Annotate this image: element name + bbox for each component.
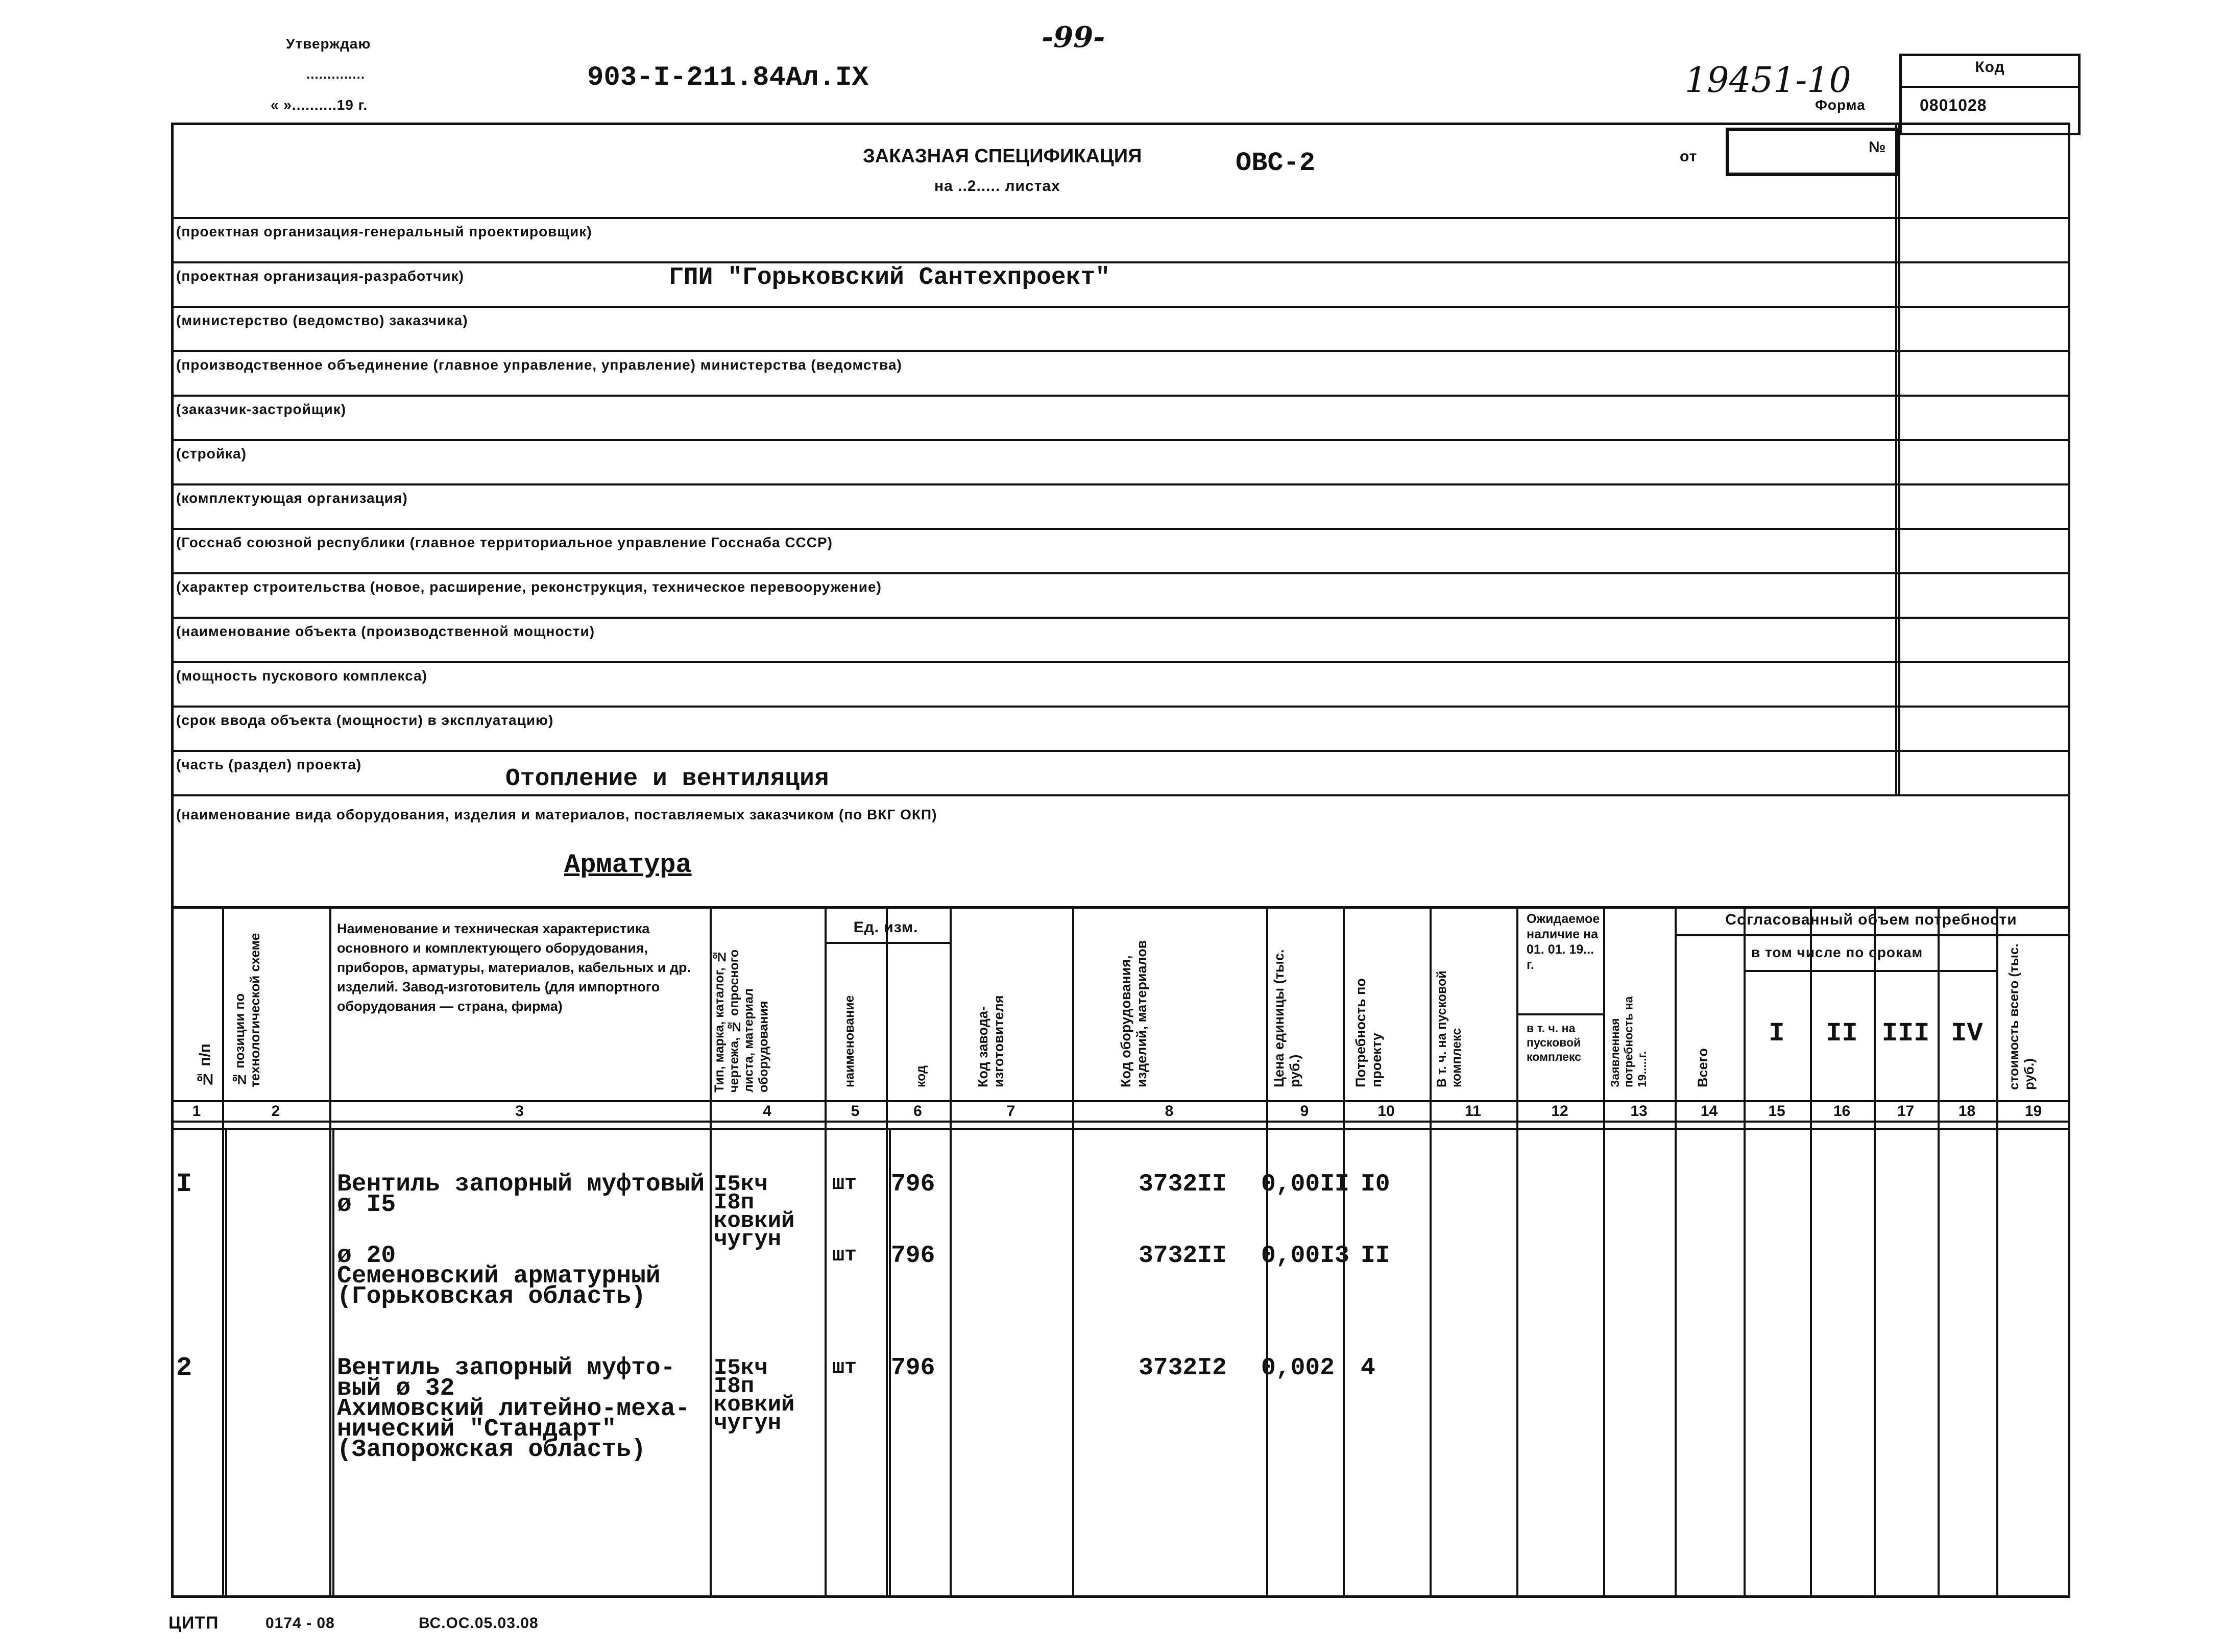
item-type-line: I5кч <box>714 1172 768 1197</box>
field-label: (министерство (ведомство) заказчика) <box>176 312 468 328</box>
col-header-unit: Ед. изм. <box>853 919 918 936</box>
unit-name: шт <box>832 1173 857 1196</box>
form-label: Форма <box>1815 97 1866 113</box>
field-label: (характер строительства (новое, расширение, реконструкция, техническое перевооружение) <box>176 579 882 595</box>
footer-order: 0174 - 08 <box>265 1615 335 1632</box>
column-number: 11 <box>1465 1103 1481 1120</box>
form-value: 0801028 <box>1920 96 1987 114</box>
code-label: Код <box>1975 59 2005 76</box>
col-header-5: наименование <box>842 995 857 1087</box>
col-header-4: Тип, марка, каталог, № чертежа, № опросного листа, материал оборудования <box>712 949 771 1092</box>
col-header-10: Потребность по проекту <box>1353 978 1385 1087</box>
col-header-12b: в т. ч. на пусковой комплекс <box>1527 1022 1581 1063</box>
table-column-line <box>1603 908 1605 1595</box>
table-row-line <box>171 1128 2070 1130</box>
item-name-line: (Запорожская область) <box>337 1436 646 1464</box>
sheets-count: на ..2..... листах <box>934 178 1060 195</box>
unit-code: 796 <box>891 1354 935 1382</box>
field-label: (проектная организация-генеральный проектировщик) <box>176 224 592 239</box>
table-column-line <box>1516 908 1518 1595</box>
spec-code: ОВС-2 <box>1236 148 1316 178</box>
item-type-line: I8п <box>714 1374 755 1399</box>
equipment-code: 3732I2 <box>1139 1354 1227 1382</box>
need-quantity: 4 <box>1361 1354 1375 1382</box>
field-label: (часть (раздел) проекта) <box>176 757 362 772</box>
table-row-line <box>1516 1013 1603 1015</box>
field-label: (проектная организация-разработчик) <box>176 268 464 284</box>
table-row-line <box>171 1100 2070 1102</box>
item-name-line: Семеновский арматурный <box>337 1262 661 1290</box>
column-number: 18 <box>1958 1103 1976 1120</box>
field-row-line <box>171 706 2070 708</box>
field-row-line <box>171 217 2070 219</box>
unit-name: шт <box>832 1244 857 1267</box>
item-name-line: Вентиль запорный муфто- <box>337 1354 675 1382</box>
code-column-divider <box>1895 123 1897 796</box>
table-column-line <box>225 1128 227 1595</box>
field-value: ГПИ "Горьковский Сантехпроект" <box>669 264 1110 291</box>
item-name-line: нический "Стандарт" <box>337 1416 617 1443</box>
footer-org: ЦИТП <box>168 1613 219 1633</box>
field-row-line <box>171 306 2070 308</box>
column-number: 15 <box>1768 1103 1785 1120</box>
need-quantity: I0 <box>1361 1171 1390 1198</box>
table-column-line <box>1430 908 1432 1595</box>
approve-date: « »..........19 г. <box>271 97 368 113</box>
table-column-line <box>886 908 888 1595</box>
unit-price: 0,002 <box>1261 1354 1335 1382</box>
unit-code: 796 <box>891 1242 935 1270</box>
field-label: (заказчик-застройщик) <box>176 401 347 417</box>
field-label: (срок ввода объекта (мощности) в эксплуатацию) <box>176 712 554 728</box>
col-header-8: Код оборудования, изделий, материалов <box>1118 940 1150 1087</box>
col-header-agreed: Согласованный объем потребности <box>1725 911 2017 928</box>
col-header-12a: Ожидаемое наличие на 01. 01. 19... г. <box>1527 912 1600 972</box>
item-type-line: I5кч <box>714 1355 768 1381</box>
equipment-type-label: (наименование вида оборудования, изделия и материалов, поставляемых заказчиком (по ВКГ ОКП) <box>176 807 937 822</box>
col-header-6: код <box>914 1065 928 1087</box>
column-number: 2 <box>271 1103 280 1120</box>
col-header-q1: I <box>1769 1018 1785 1049</box>
col-header-terms: в том числе по срокам <box>1751 944 1923 960</box>
equipment-type-value: Арматура <box>564 850 692 880</box>
field-label: (производственное объединение (главное управление, управление) министерства (ведомства) <box>176 357 902 373</box>
table-column-line <box>710 908 712 1595</box>
unit-code: 796 <box>891 1171 935 1198</box>
col-header-9: Цена единицы (тыс. руб.) <box>1271 949 1303 1087</box>
table-column-line <box>1810 908 1812 1595</box>
approve-label: Утверждаю <box>286 36 371 52</box>
table-column-line <box>950 908 952 1595</box>
field-row-line <box>171 483 2070 485</box>
field-label: (комплектующая организация) <box>176 490 408 506</box>
table-row-line <box>171 1121 2070 1123</box>
field-row-line <box>171 750 2070 752</box>
field-row-line <box>171 528 2070 530</box>
table-column-line <box>222 908 224 1595</box>
field-row-line <box>171 439 2070 441</box>
unit-name: шт <box>832 1356 857 1379</box>
column-number: 16 <box>1833 1103 1851 1120</box>
item-name-line: Ахимовский литейно-меха- <box>337 1395 690 1423</box>
col-header-13: Заявленная потребность на 19.....г. <box>1608 996 1649 1087</box>
doc-code: 903-I-211.84Ал.IX <box>587 62 868 93</box>
field-label: (мощность пускового комплекса) <box>176 668 427 684</box>
table-column-line <box>1744 908 1746 1595</box>
item-name-line: вый ø 32 <box>337 1375 455 1402</box>
row-number: 2 <box>176 1353 192 1383</box>
column-number: 12 <box>1551 1103 1568 1120</box>
field-value: Отопление и вентиляция <box>505 765 829 793</box>
table-column-line <box>1675 908 1677 1595</box>
column-number: 7 <box>1006 1103 1015 1120</box>
column-number: 1 <box>192 1103 201 1120</box>
item-name-line: ø 20 <box>337 1242 396 1270</box>
table-row-line <box>825 942 950 944</box>
item-type-line: чугун <box>714 1411 782 1436</box>
col-header-q4: IV <box>1951 1018 1983 1049</box>
footer-code: ВС.ОС.05.03.08 <box>419 1615 539 1632</box>
table-column-line <box>332 1128 334 1595</box>
item-name-line: ø I5 <box>337 1191 396 1219</box>
col-header-3: Наименование и техническая характеристика основного и комплектующего оборудования, приборов, арматуры, материалов, кабельных и др. изделий. Завод-изготовитель (для импортного оборудования — страна, фирма) <box>337 921 691 1014</box>
table-row-line <box>1675 934 2070 936</box>
table-column-line <box>1938 908 1940 1595</box>
field-row-line <box>171 261 2070 263</box>
field-label: (стройка) <box>176 446 247 461</box>
col-header-2: № позиции по технологической схеме <box>232 933 262 1087</box>
item-type-line: I8п <box>714 1190 755 1216</box>
item-type-line: ковкий <box>714 1392 795 1418</box>
unit-price: 0,00I3 <box>1261 1242 1349 1270</box>
need-quantity: II <box>1361 1242 1390 1270</box>
item-type-line: чугун <box>714 1227 782 1252</box>
column-number: 10 <box>1377 1103 1395 1120</box>
column-number: 14 <box>1700 1103 1718 1120</box>
col-header-14: Всего <box>1695 1048 1710 1087</box>
column-number: 3 <box>515 1103 524 1120</box>
handwritten-code: 19451-10 <box>1685 60 1851 101</box>
table-top-line <box>171 906 2070 909</box>
col-header-q3: III <box>1881 1018 1930 1049</box>
field-row-line <box>171 395 2070 397</box>
field-row-line <box>171 350 2070 352</box>
field-row-line <box>171 572 2070 574</box>
table-column-line <box>1874 908 1876 1595</box>
item-name-line: Вентиль запорный муфтовый <box>337 1171 705 1198</box>
field-row-line <box>171 617 2070 619</box>
col-header-7: Код завода-изготовителя <box>975 995 1007 1087</box>
table-column-line <box>825 908 827 1595</box>
field-row-line <box>171 661 2070 663</box>
table-column-line <box>329 908 331 1595</box>
table-column-line <box>1072 908 1074 1595</box>
approve-dots: .............. <box>306 66 366 82</box>
table-row-line <box>1744 970 1996 972</box>
number-label: № <box>1869 139 1887 156</box>
field-label: (наименование объекта (производственной мощности) <box>176 623 595 639</box>
col-header-19: стоимость всего (тыс. руб.) <box>2006 943 2037 1090</box>
spec-title: ЗАКАЗНАЯ СПЕЦИФИКАЦИЯ <box>863 145 1142 167</box>
column-number: 8 <box>1165 1103 1174 1120</box>
column-number: 19 <box>2024 1103 2042 1120</box>
col-header-1: № п/п <box>197 1043 213 1087</box>
column-number: 6 <box>913 1103 922 1120</box>
col-header-11: В т. ч. на пусковой комплекс <box>1435 970 1464 1087</box>
column-number: 4 <box>763 1103 771 1120</box>
item-type-line: ковкий <box>714 1208 795 1234</box>
item-name-line: (Горьковская область) <box>337 1283 646 1310</box>
page-number: -99- <box>1042 20 1105 54</box>
column-number: 9 <box>1300 1103 1309 1120</box>
field-label: (Госснаб союзной республики (главное территориальное управление Госснаба СССР) <box>176 535 833 550</box>
equipment-code: 3732II <box>1139 1242 1227 1270</box>
equipment-code: 3732II <box>1139 1171 1227 1198</box>
column-number: 13 <box>1630 1103 1648 1120</box>
column-number: 5 <box>851 1103 860 1120</box>
row-number: I <box>176 1169 192 1199</box>
table-column-line <box>1996 908 1998 1595</box>
column-number: 17 <box>1897 1103 1915 1120</box>
field-row-line <box>171 794 2070 796</box>
col-header-q2: II <box>1826 1018 1858 1049</box>
unit-price: 0,00II <box>1261 1171 1349 1198</box>
from-label: от <box>1680 148 1698 165</box>
